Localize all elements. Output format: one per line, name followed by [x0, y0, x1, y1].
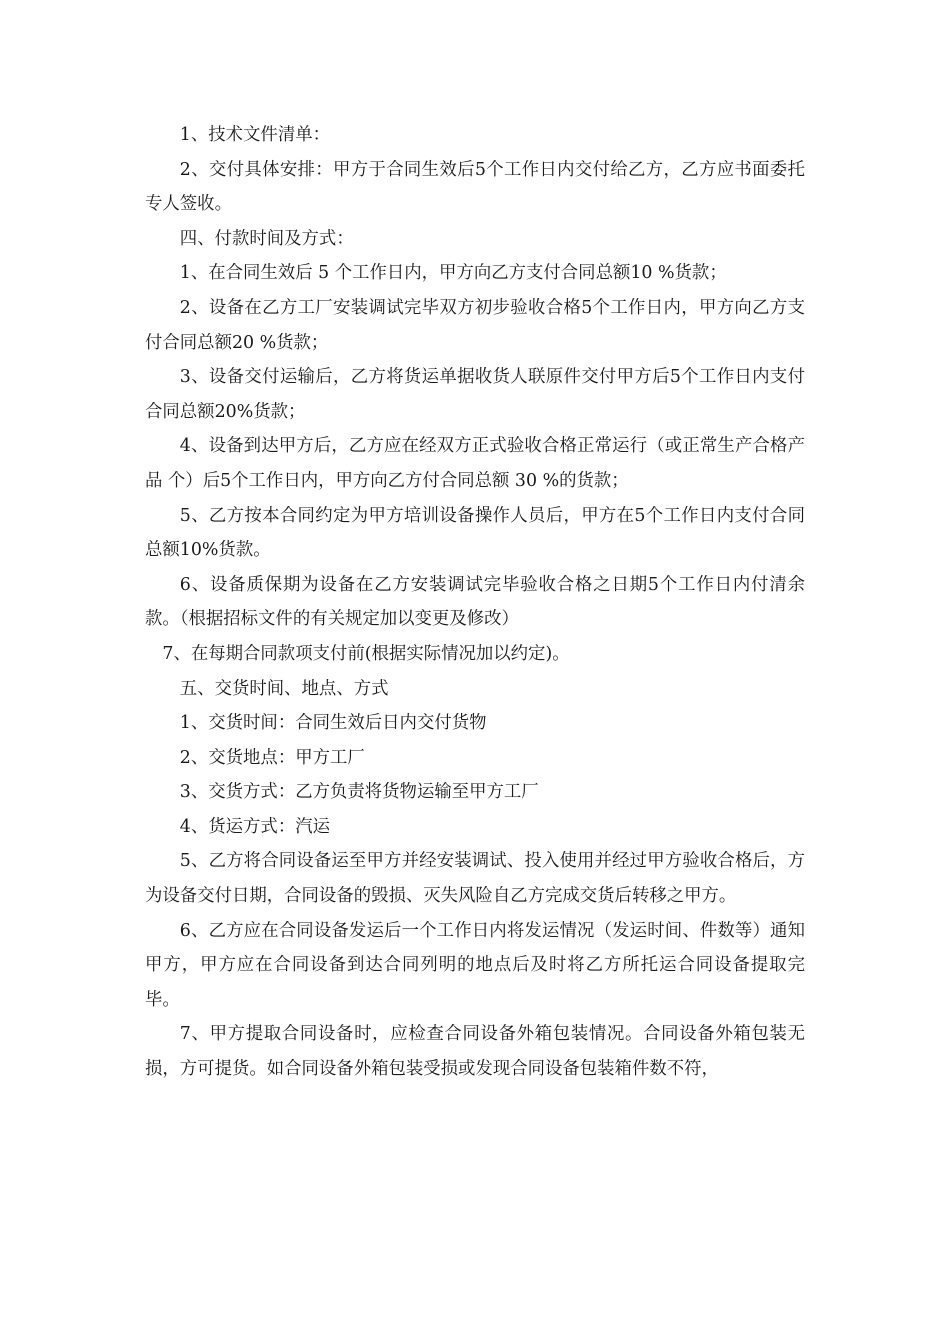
paragraph-payment-6: 6、设备质保期为设备在乙方安装调试完毕验收合格之日期5个工作日内付清余款。（根据招标文件的有关规定加以变更及修改）: [145, 574, 805, 630]
paragraph-delivery-method: 3、交货方式：乙方负责将货物运输至甲方工厂: [179, 782, 539, 803]
paragraph-payment-2: 2、设备在乙方工厂安装调试完毕双方初步验收合格5个工作日内，甲方向乙方支付合同总额20 %货款；: [145, 297, 805, 353]
document-body: [145, 118, 805, 1087]
paragraph-delivery-time: 1、交货时间：合同生效后日内交付货物: [179, 713, 487, 734]
paragraph-delivery-5: 5、乙方将合同设备运至甲方并经安装调试、投入使用并经过甲方验收合格后，方为设备交付日期，合同设备的毁损、灭失风险自乙方完成交货后转移之甲方。: [145, 851, 805, 907]
section-heading-payment: 四、付款时间及方式：: [179, 228, 354, 249]
paragraph-technical-docs-list: 1、技术文件清单：: [179, 125, 330, 145]
section-heading-delivery: 五、交货时间、地点、方式: [179, 678, 389, 699]
paragraph-delivery-6: 6、乙方应在合同设备发运后一个工作日内将发运情况（发运时间、件数等）通知甲方，甲方应在合同设备到达合同列明的地点后及时将乙方所托运合同设备提取完毕。: [145, 920, 805, 1010]
paragraph-payment-3: 3、设备交付运输后，乙方将货运单据收货人联原件交付甲方后5个工作日内支付合同总额20%货款；: [145, 367, 805, 422]
paragraph-payment-4: 4、设备到达甲方后，乙方应在经双方正式验收合格正常运行（或正常生产合格产品 个）后5个工作日内，甲方向乙方付合同总额 30 %的货款；: [145, 436, 805, 491]
paragraph-payment-5: 5、乙方按本合同约定为甲方培训设备操作人员后，甲方在5个工作日内支付合同总额10%货款。: [145, 505, 805, 561]
paragraph-payment-1: 1、在合同生效后 5 个工作日内，甲方向乙方支付合同总额10 %货款；: [179, 263, 727, 284]
paragraph-shipping-method: 4、货运方式：汽运: [179, 816, 330, 837]
paragraph-payment-7: 7、在每期合同款项支付前(根据实际情况加以约定)。: [162, 643, 570, 664]
paragraph-delivery-7: 7、甲方提取合同设备时，应检查合同设备外箱包装情况。合同设备外箱包装无损，方可提货。如合同设备外箱包装受损或发现合同设备包装箱件数不符，: [145, 1024, 805, 1080]
paragraph-delivery-arrangement: 2、交付具体安排：甲方于合同生效后5个工作日内交付给乙方，乙方应书面委托专人签收。: [145, 159, 805, 215]
paragraph-delivery-place: 2、交货地点：甲方工厂: [179, 747, 365, 768]
